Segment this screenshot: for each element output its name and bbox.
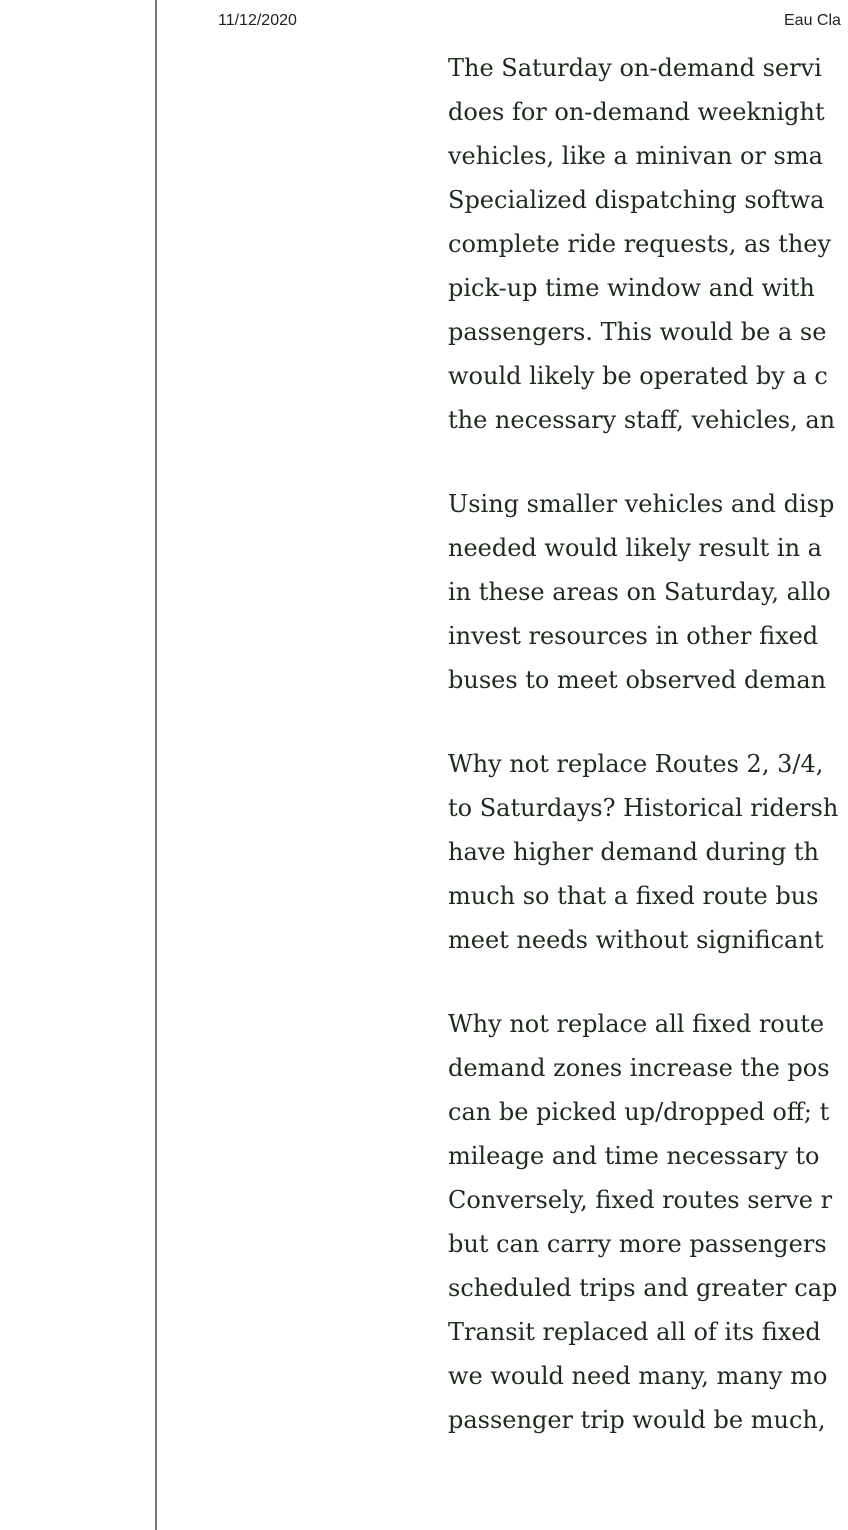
paragraph-saturday-on-demand (448, 46, 848, 442)
article-body (448, 46, 848, 1482)
text-line: Transit replaced all of its fixed (448, 1318, 821, 1346)
paragraph-why-not-replace-all (448, 1002, 848, 1442)
text-line: to Saturdays? Historical ridersh (448, 794, 839, 822)
print-header-date: 11/12/2020 (218, 12, 297, 29)
text-line: passengers. This would be a se (448, 318, 827, 346)
text-line: much so that a fixed route bus (448, 882, 819, 910)
text-line: complete ride requests, as they (448, 230, 832, 258)
text-line: needed would likely result in a (448, 534, 822, 562)
text-line: demand zones increase the pos (448, 1054, 830, 1082)
text-line: pick-up time window and with (448, 274, 815, 302)
text-line: the necessary staff, vehicles, an (448, 406, 836, 434)
text-line: invest resources in other fixed (448, 622, 819, 650)
text-line: does for on-demand weeknight (448, 98, 825, 126)
text-line: Conversely, fixed routes serve r (448, 1186, 833, 1214)
text-line: Specialized dispatching softwa (448, 186, 825, 214)
text-line: but can carry more passengers (448, 1230, 827, 1258)
text-line: buses to meet observed deman (448, 666, 827, 694)
text-line: would likely be operated by a c (448, 362, 828, 390)
text-line: meet needs without significant (448, 926, 824, 954)
text-line: in these areas on Saturday, allo (448, 578, 831, 606)
paragraph-smaller-vehicles (448, 482, 848, 702)
text-line: passenger trip would be much, (448, 1406, 826, 1434)
page-left-border (155, 0, 157, 1530)
text-line: we would need many, many mo (448, 1362, 828, 1390)
paragraph-why-not-replace-routes (448, 742, 848, 962)
text-line: have higher demand during th (448, 838, 820, 866)
text-line: Why not replace all fixed route (448, 1010, 825, 1038)
print-header-site-title: Eau Cla (784, 12, 841, 29)
text-line: can be picked up/dropped off; t (448, 1098, 830, 1126)
text-line: Why not replace Routes 2, 3/4, (448, 750, 824, 778)
text-line: scheduled trips and greater cap (448, 1274, 838, 1302)
text-line: vehicles, like a minivan or sma (448, 142, 823, 170)
text-line: mileage and time necessary to (448, 1142, 820, 1170)
text-line: Using smaller vehicles and disp (448, 490, 835, 518)
text-line: The Saturday on-demand servi (448, 54, 822, 82)
